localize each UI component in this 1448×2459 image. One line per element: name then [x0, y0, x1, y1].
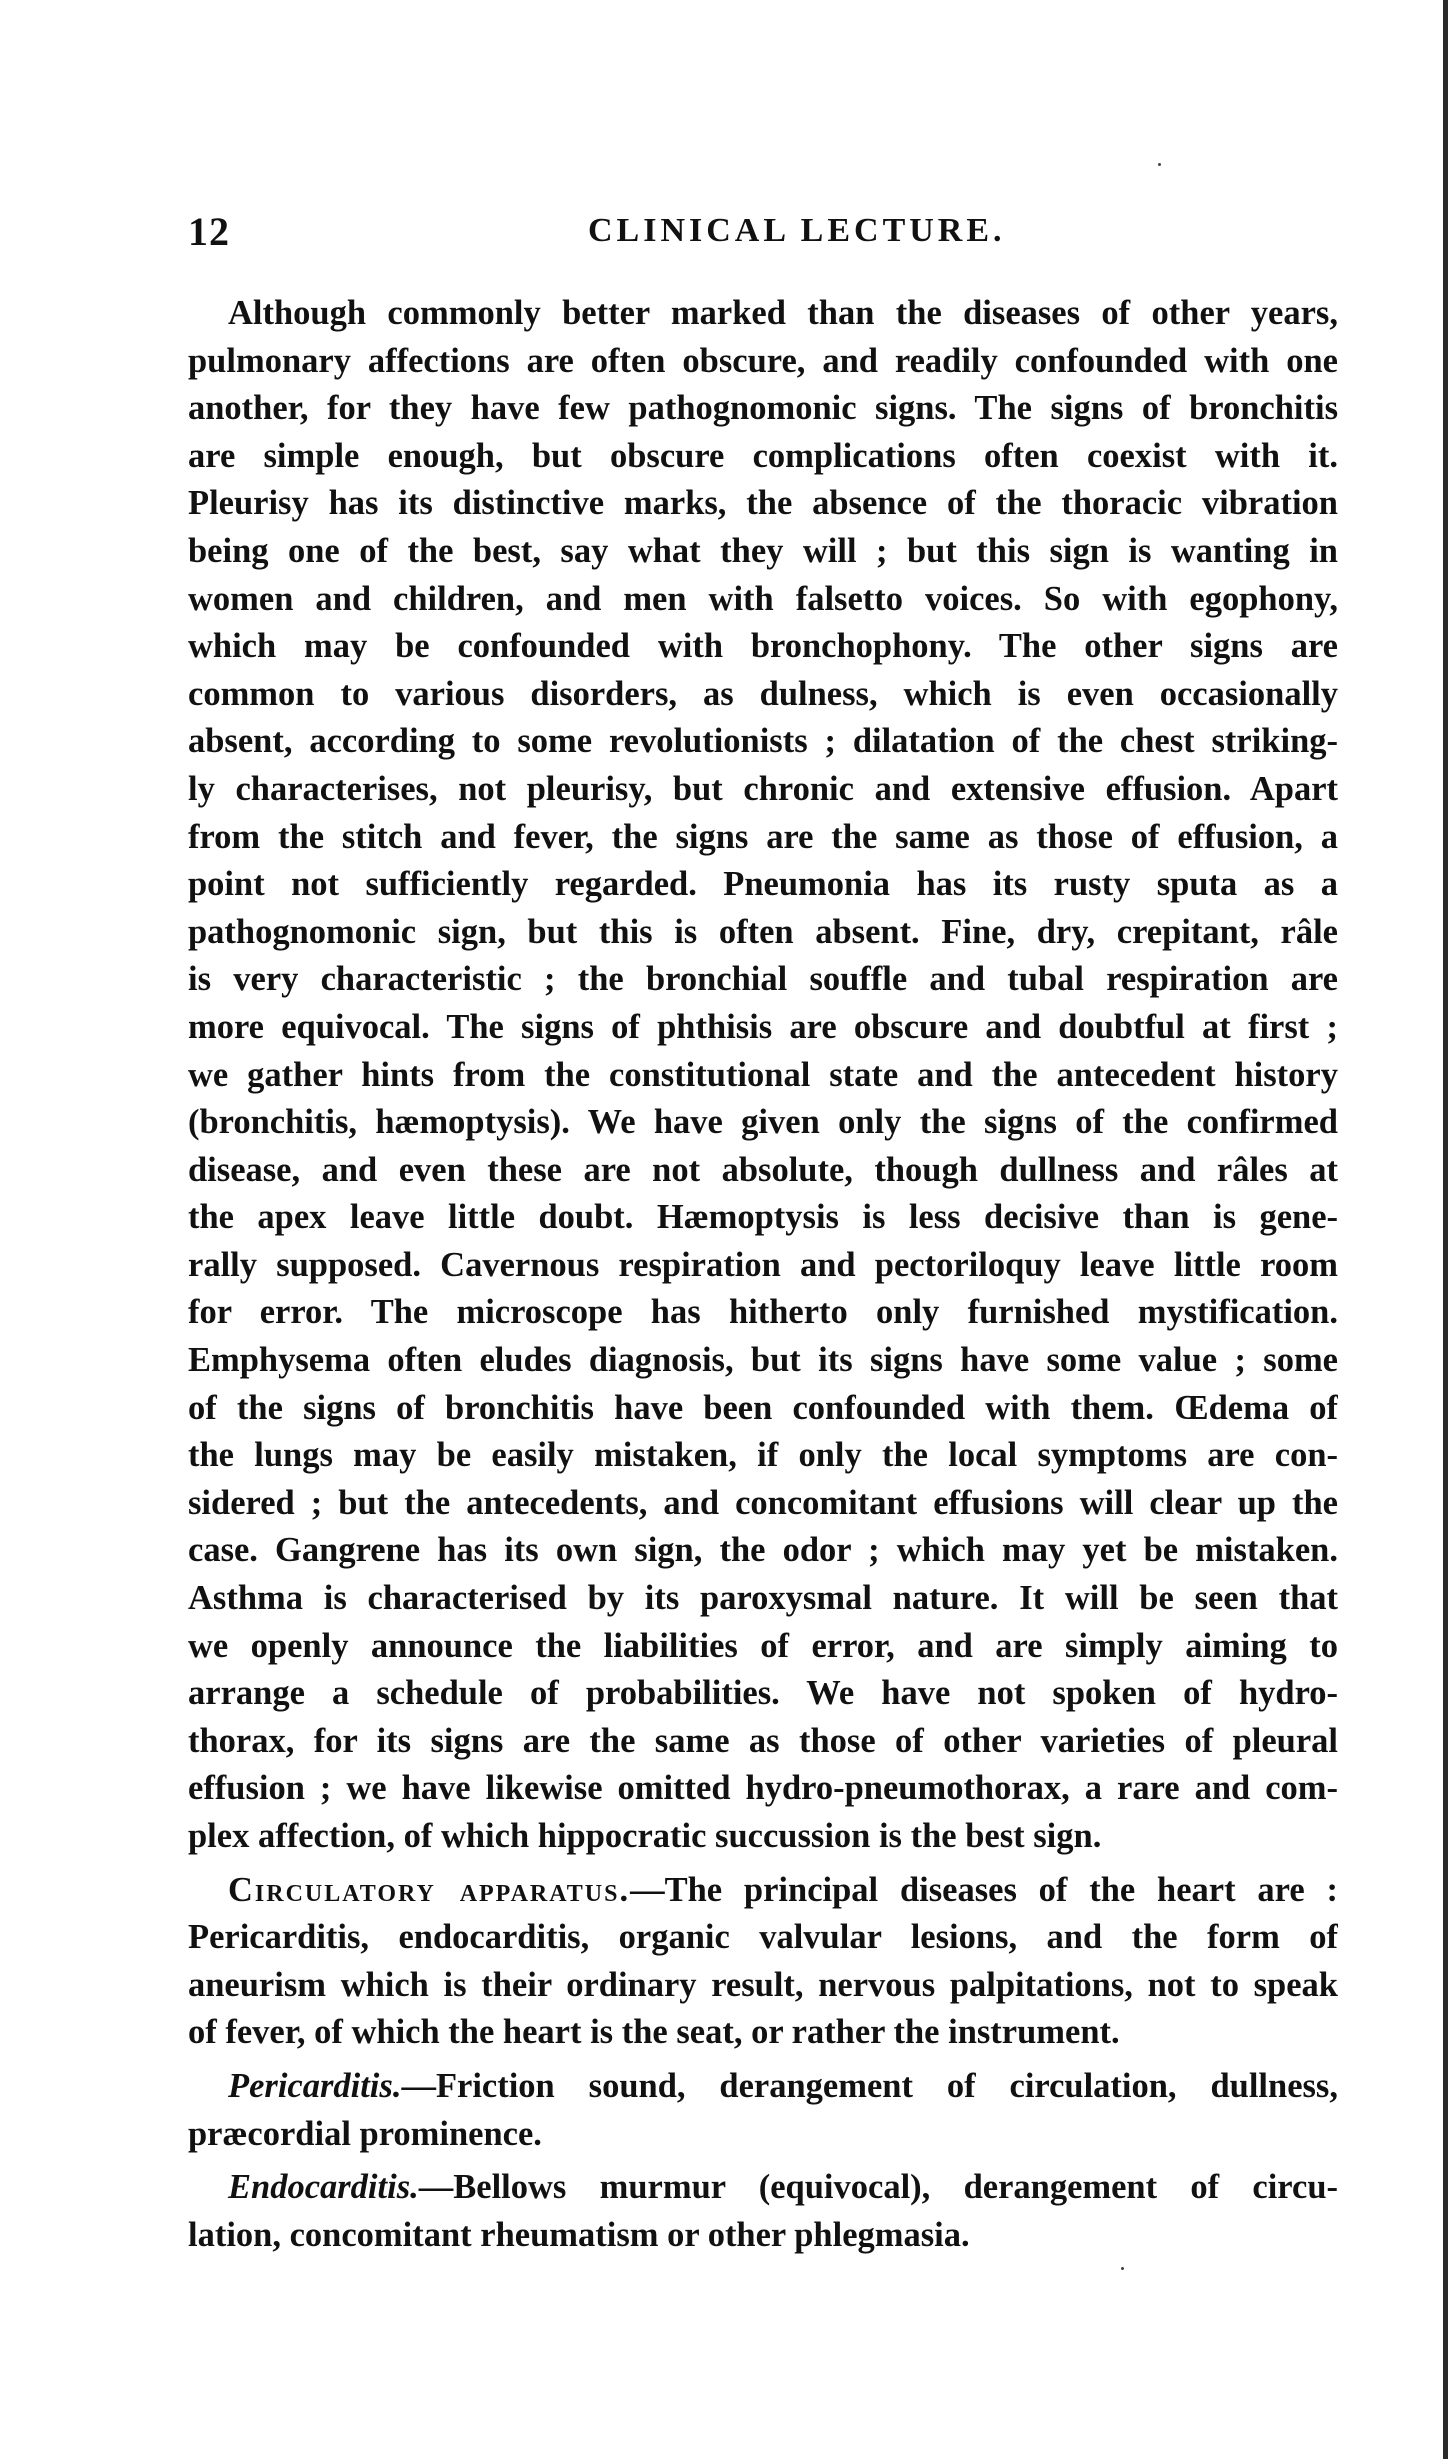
- text-line: being one of the best, say what they will ; but this sign is wanting in: [188, 531, 1338, 570]
- text-line: is very characteristic ; the bronchial souffle and tubal respiration are: [188, 960, 1338, 999]
- text-line: thorax, for its signs are the same as those of other varieties of pleural: [188, 1721, 1338, 1760]
- paragraph-circulatory: [188, 1867, 1338, 2057]
- term-heading: Pericarditis.: [228, 2066, 402, 2105]
- text-line: another, for they have few pathognomonic signs. The signs of bronchitis: [188, 389, 1338, 428]
- text-line: Pleurisy has its distinctive marks, the absence of the thoracic vibration: [188, 484, 1338, 523]
- text-line: point not sufficiently regarded. Pneumonia has its rusty sputa as a: [188, 865, 1338, 904]
- text-run: —Friction sound, derangement of circulation, dullness,: [401, 2066, 1338, 2105]
- text-line: disease, and even these are not absolute, though dullness and râles at: [188, 1150, 1338, 1189]
- text-line: ly characterises, not pleurisy, but chronic and extensive effusion. Apart: [188, 769, 1338, 808]
- text-line: the apex leave little doubt. Hæmoptysis is less decisive than is gene-: [188, 1198, 1338, 1237]
- text-line: the lungs may be easily mistaken, if only the local symptoms are con-: [188, 1436, 1338, 1475]
- text-line: women and children, and men with falsetto voices. So with egophony,: [188, 579, 1338, 618]
- text-line: arrange a schedule of probabilities. We have not spoken of hydro-: [188, 1674, 1338, 1713]
- text-line: more equivocal. The signs of phthisis are obscure and doubtful at first ;: [188, 1007, 1338, 1046]
- text-line: pulmonary affections are often obscure, and readily confounded with one: [188, 341, 1338, 380]
- page-edge-shadow: [1443, 0, 1448, 2459]
- text-line: [188, 2164, 1338, 2212]
- print-speck: [1158, 163, 1161, 166]
- text-line: [188, 1867, 1338, 1915]
- body-text: [188, 290, 1338, 2259]
- paragraph-endocarditis: [188, 2164, 1338, 2259]
- text-run: —Bellows murmur (equivocal), derangement of circu-: [418, 2168, 1338, 2207]
- text-line: effusion ; we have likewise omitted hydro-pneumothorax, a rare and com-: [188, 1769, 1338, 1808]
- print-speck: [1121, 2267, 1124, 2270]
- text-line: which may be confounded with bronchophony. The other signs are: [188, 627, 1338, 666]
- text-line: Pericarditis, endocarditis, organic valvular lesions, and the form of: [188, 1918, 1338, 1957]
- text-line: lation, concomitant rheumatism or other phlegmasia.: [188, 2215, 970, 2254]
- text-line: case. Gangrene has its own sign, the odor ; which may yet be mistaken.: [188, 1531, 1338, 1570]
- page-header: [188, 208, 1338, 258]
- text-line: common to various disorders, as dulness, which is even occasionally: [188, 674, 1338, 713]
- text-run: —The principal diseases of the heart are :: [630, 1870, 1338, 1909]
- text-line: of the signs of bronchitis have been confounded with them. Œdema of: [188, 1388, 1338, 1427]
- text-line: absent, according to some revolutionists ; dilatation of the chest striking-: [188, 722, 1338, 761]
- text-line: rally supposed. Cavernous respiration and pectoriloquy leave little room: [188, 1245, 1338, 1284]
- text-line: aneurism which is their ordinary result, nervous palpitations, not to speak: [188, 1965, 1338, 2004]
- text-line: sidered ; but the antecedents, and concomitant effusions will clear up the: [188, 1483, 1338, 1522]
- text-line: from the stitch and fever, the signs are the same as those of effusion, a: [188, 817, 1338, 856]
- paragraph-pulmonary: [188, 290, 1338, 1861]
- text-line: we gather hints from the constitutional state and the antecedent history: [188, 1055, 1338, 1094]
- text-line: we openly announce the liabilities of error, and are simply aiming to: [188, 1626, 1338, 1665]
- text-line: [188, 2063, 1338, 2111]
- text-line: (bronchitis, hæmoptysis). We have given only the signs of the confirmed: [188, 1103, 1338, 1142]
- text-line: of fever, of which the heart is the seat, or rather the instrument.: [188, 2013, 1120, 2052]
- text-line: Asthma is characterised by its paroxysmal nature. It will be seen that: [188, 1579, 1338, 1618]
- text-line: Although commonly better marked than the diseases of other years,: [228, 294, 1338, 332]
- text-line: pathognomonic sign, but this is often absent. Fine, dry, crepitant, râle: [188, 912, 1338, 951]
- running-head: CLINICAL LECTURE.: [588, 212, 1006, 249]
- text-line: plex affection, of which hippocratic succussion is the best sign.: [188, 1817, 1102, 1855]
- section-lead: Circulatory apparatus.: [228, 1870, 631, 1909]
- page-number: 12: [188, 209, 230, 254]
- term-heading: Endocarditis.: [228, 2168, 419, 2207]
- text-line: for error. The microscope has hitherto only furnished mystification.: [188, 1293, 1338, 1332]
- text-line: are simple enough, but obscure complications often coexist with it.: [188, 436, 1338, 475]
- text-line: Emphysema often eludes diagnosis, but its signs have some value ; some: [188, 1341, 1338, 1380]
- paragraph-pericarditis: [188, 2063, 1338, 2158]
- text-line: præcordial prominence.: [188, 2114, 542, 2153]
